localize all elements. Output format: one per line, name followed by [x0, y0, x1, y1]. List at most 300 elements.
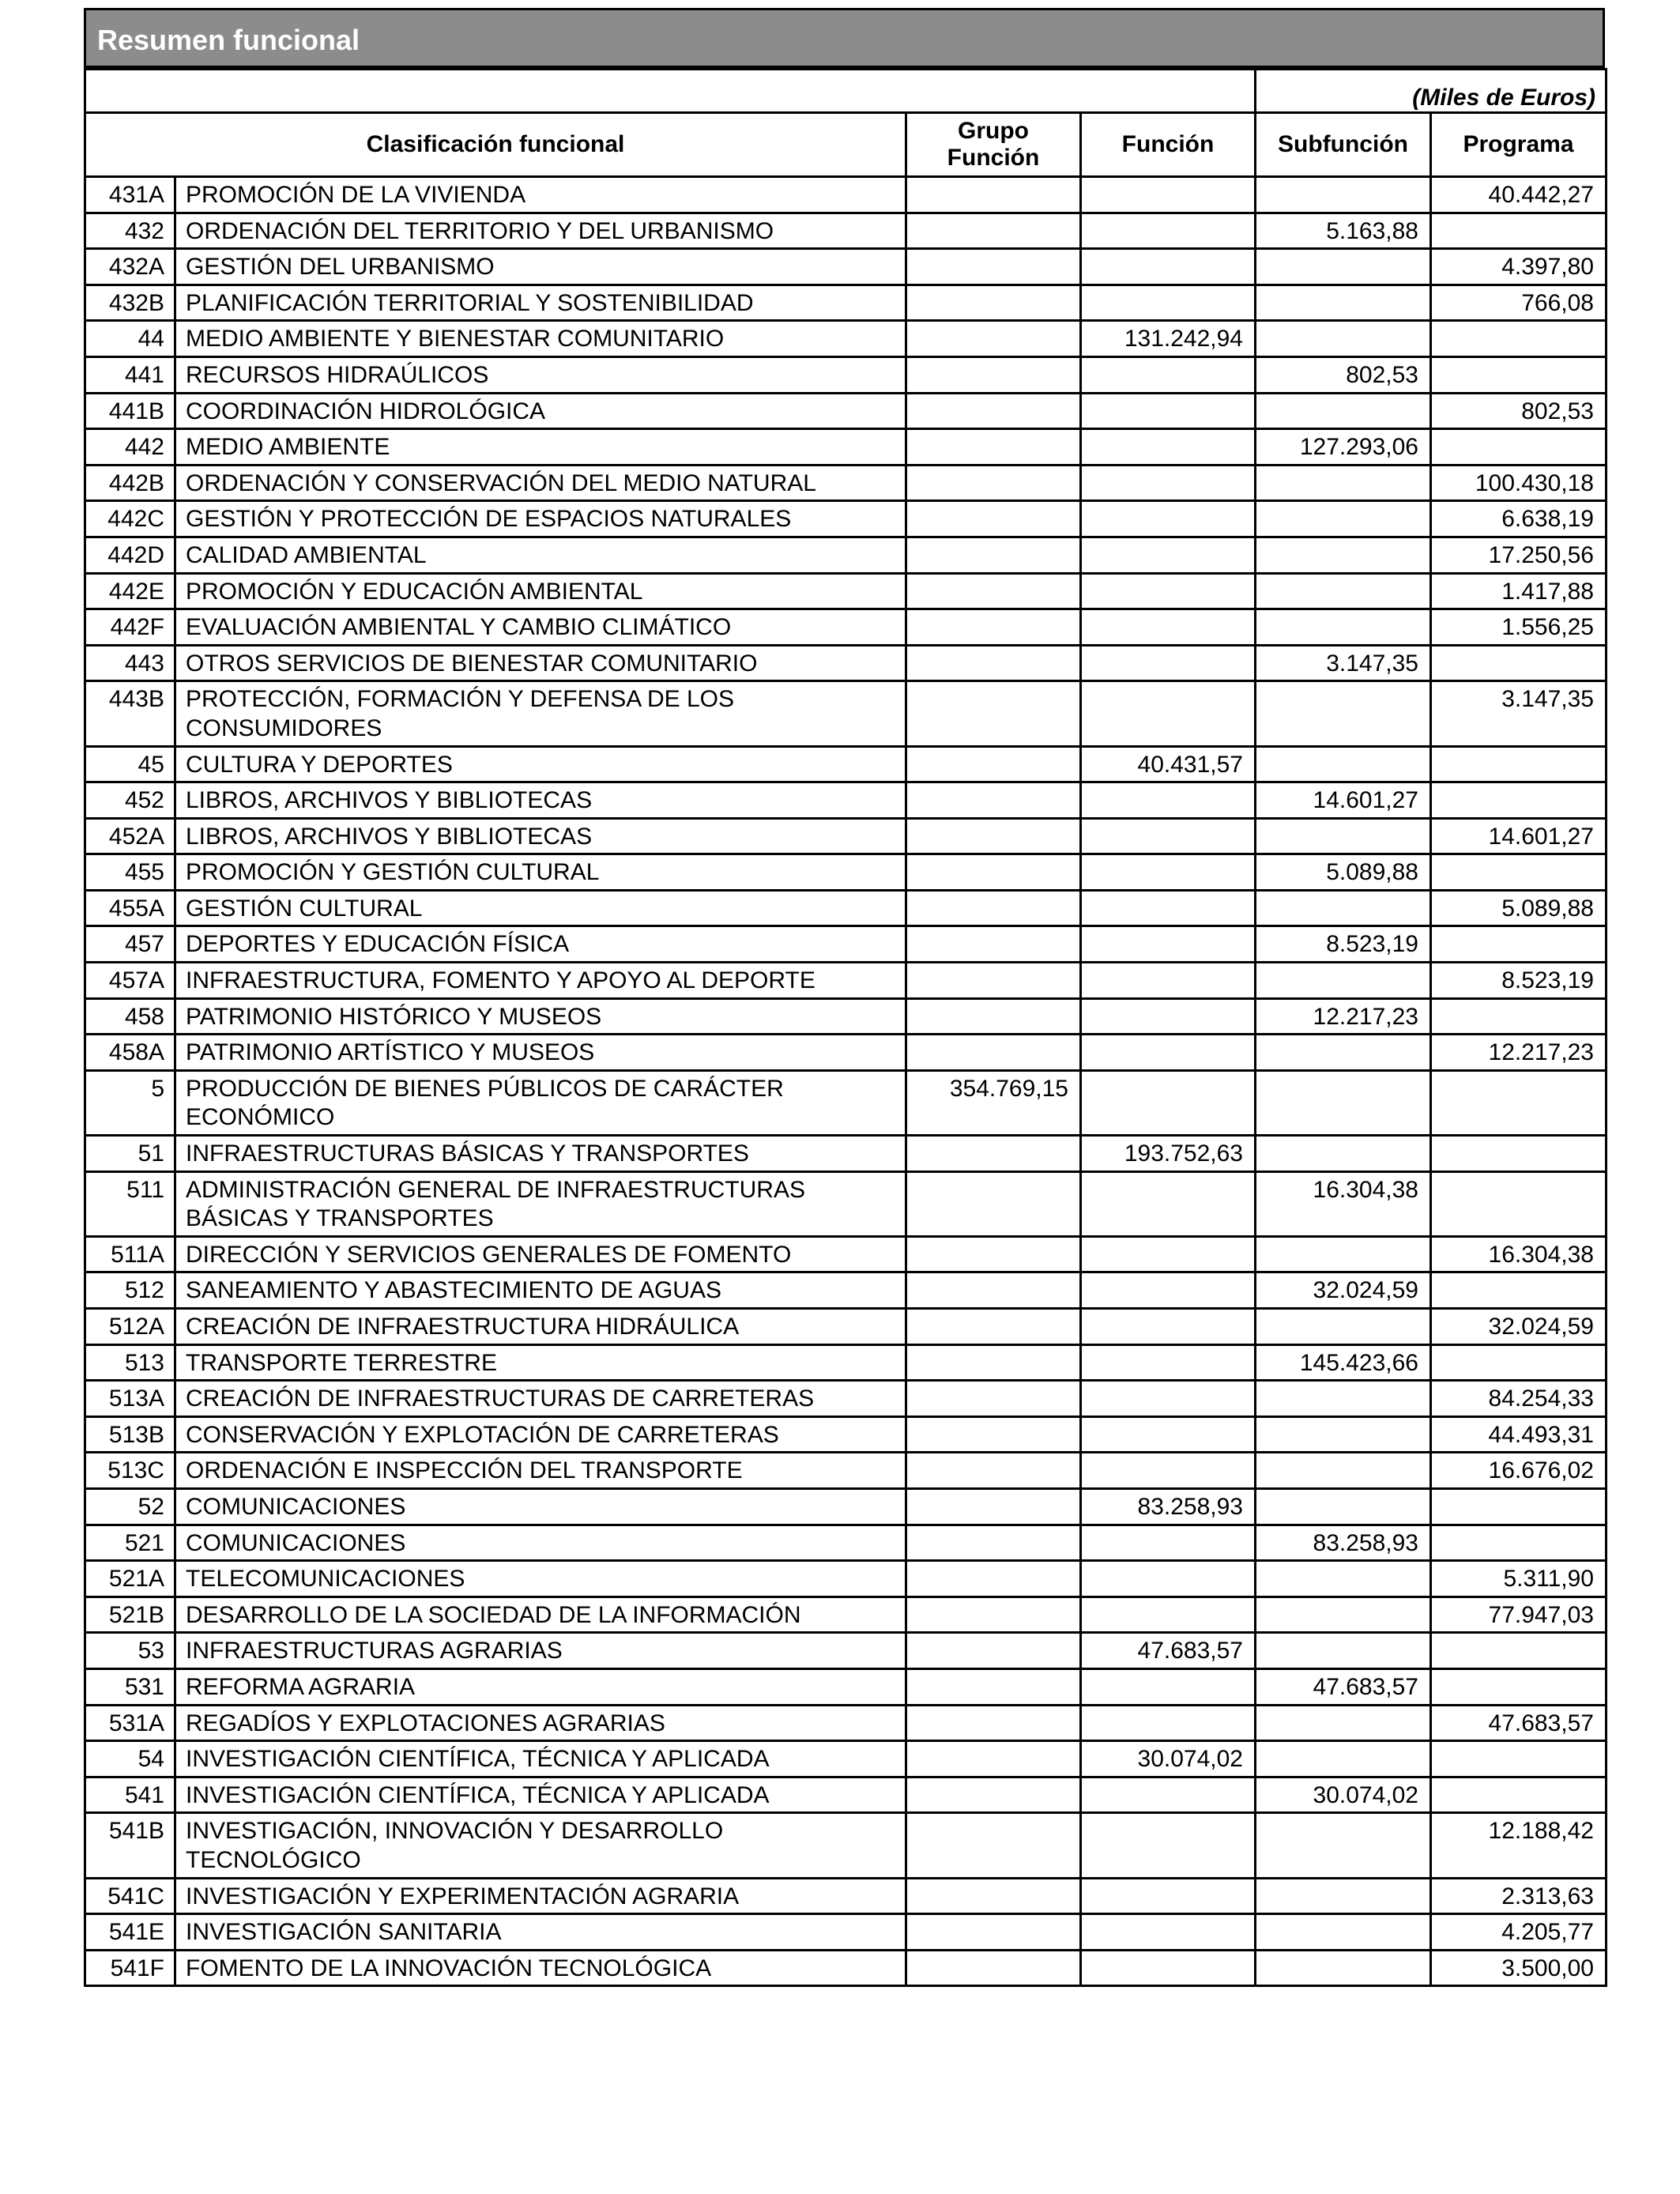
table-row [85, 213, 1607, 249]
row-name: GESTIÓN DEL URBANISMO [175, 249, 906, 285]
table-row [85, 537, 1607, 573]
row-code: 457 [85, 926, 175, 963]
row-funcion [1081, 1561, 1256, 1597]
row-funcion [1081, 645, 1256, 681]
table-row [85, 782, 1607, 819]
table-row [85, 1777, 1607, 1813]
row-subfuncion [1256, 465, 1431, 501]
row-grupo-funcion [906, 681, 1081, 746]
row-grupo-funcion [906, 1777, 1081, 1813]
table-row [85, 645, 1607, 681]
row-funcion [1081, 1171, 1256, 1236]
row-code: 52 [85, 1488, 175, 1525]
row-subfuncion [1256, 1813, 1431, 1878]
row-subfuncion: 16.304,38 [1256, 1171, 1431, 1236]
table-row [85, 321, 1607, 357]
row-funcion [1081, 177, 1256, 213]
header-programa: Programa [1431, 113, 1607, 177]
table-row [85, 1633, 1607, 1669]
table-row [85, 1741, 1607, 1777]
row-name: GESTIÓN Y PROTECCIÓN DE ESPACIOS NATURALES [175, 501, 906, 537]
row-grupo-funcion [906, 1878, 1081, 1914]
row-grupo-funcion [906, 1525, 1081, 1561]
row-funcion [1081, 854, 1256, 891]
row-funcion [1081, 1453, 1256, 1489]
row-name: PROMOCIÓN DE LA VIVIENDA [175, 177, 906, 213]
row-subfuncion [1256, 1453, 1431, 1489]
row-grupo-funcion [906, 1633, 1081, 1669]
row-grupo-funcion [906, 782, 1081, 819]
row-code: 512 [85, 1272, 175, 1309]
row-subfuncion [1256, 1878, 1431, 1914]
row-name: EVALUACIÓN AMBIENTAL Y CAMBIO CLIMÁTICO [175, 609, 906, 646]
row-programa [1431, 645, 1607, 681]
row-grupo-funcion [906, 890, 1081, 926]
row-subfuncion [1256, 681, 1431, 746]
row-code: 452A [85, 818, 175, 854]
row-programa: 16.304,38 [1431, 1236, 1607, 1272]
row-programa [1431, 1344, 1607, 1381]
table-row [85, 1381, 1607, 1417]
row-name: INVESTIGACIÓN, INNOVACIÓN Y DESARROLLO TECNOLÓGICO [175, 1813, 906, 1878]
table-row [85, 1488, 1607, 1525]
row-subfuncion [1256, 1561, 1431, 1597]
row-code: 431A [85, 177, 175, 213]
row-name: PATRIMONIO HISTÓRICO Y MUSEOS [175, 998, 906, 1035]
table-row [85, 1309, 1607, 1345]
row-name: INFRAESTRUCTURAS AGRARIAS [175, 1633, 906, 1669]
row-grupo-funcion [906, 746, 1081, 782]
row-programa: 766,08 [1431, 285, 1607, 321]
row-funcion [1081, 249, 1256, 285]
row-code: 442B [85, 465, 175, 501]
row-programa: 3.147,35 [1431, 681, 1607, 746]
row-funcion: 30.074,02 [1081, 1741, 1256, 1777]
row-funcion [1081, 1381, 1256, 1417]
row-grupo-funcion [906, 818, 1081, 854]
row-name: MEDIO AMBIENTE Y BIENESTAR COMUNITARIO [175, 321, 906, 357]
row-programa: 12.188,42 [1431, 1813, 1607, 1878]
units-label: (Miles de Euros) [1256, 70, 1607, 113]
row-programa: 14.601,27 [1431, 818, 1607, 854]
row-funcion: 47.683,57 [1081, 1633, 1256, 1669]
row-grupo-funcion [906, 213, 1081, 249]
row-subfuncion: 8.523,19 [1256, 926, 1431, 963]
header-row [85, 113, 1607, 177]
row-grupo-funcion [906, 356, 1081, 393]
row-subfuncion [1256, 1596, 1431, 1633]
row-funcion: 83.258,93 [1081, 1488, 1256, 1525]
row-grupo-funcion [906, 1741, 1081, 1777]
row-funcion [1081, 782, 1256, 819]
row-funcion [1081, 1705, 1256, 1741]
row-funcion: 131.242,94 [1081, 321, 1256, 357]
table-row [85, 465, 1607, 501]
row-name: COORDINACIÓN HIDROLÓGICA [175, 393, 906, 429]
row-subfuncion [1256, 746, 1431, 782]
row-programa [1431, 1668, 1607, 1705]
table-row [85, 1035, 1607, 1071]
row-name: INVESTIGACIÓN Y EXPERIMENTACIÓN AGRARIA [175, 1878, 906, 1914]
row-name: PLANIFICACIÓN TERRITORIAL Y SOSTENIBILIDAD [175, 285, 906, 321]
row-programa: 44.493,31 [1431, 1416, 1607, 1453]
row-funcion [1081, 681, 1256, 746]
row-grupo-funcion [906, 1668, 1081, 1705]
row-subfuncion: 47.683,57 [1256, 1668, 1431, 1705]
row-name: ADMINISTRACIÓN GENERAL DE INFRAESTRUCTURAS BÁSICAS Y TRANSPORTES [175, 1171, 906, 1236]
row-subfuncion [1256, 1416, 1431, 1453]
table-row [85, 681, 1607, 746]
document-frame [84, 8, 1605, 1987]
row-funcion [1081, 609, 1256, 646]
row-subfuncion: 5.089,88 [1256, 854, 1431, 891]
row-code: 513A [85, 1381, 175, 1417]
row-subfuncion [1256, 321, 1431, 357]
row-funcion [1081, 1813, 1256, 1878]
table-row [85, 890, 1607, 926]
row-subfuncion: 3.147,35 [1256, 645, 1431, 681]
row-code: 511A [85, 1236, 175, 1272]
row-grupo-funcion [906, 1416, 1081, 1453]
row-code: 521B [85, 1596, 175, 1633]
row-funcion [1081, 1035, 1256, 1071]
row-programa: 5.089,88 [1431, 890, 1607, 926]
table-row [85, 1705, 1607, 1741]
table-row [85, 926, 1607, 963]
row-funcion [1081, 573, 1256, 609]
row-programa [1431, 746, 1607, 782]
table-row [85, 501, 1607, 537]
row-subfuncion [1256, 1488, 1431, 1525]
row-grupo-funcion [906, 1171, 1081, 1236]
row-name: TELECOMUNICACIONES [175, 1561, 906, 1597]
row-grupo-funcion [906, 285, 1081, 321]
table-body [85, 177, 1607, 1986]
table-row [85, 1416, 1607, 1453]
table-row [85, 963, 1607, 999]
row-programa [1431, 782, 1607, 819]
table-row [85, 285, 1607, 321]
row-name: INVESTIGACIÓN CIENTÍFICA, TÉCNICA Y APLICADA [175, 1777, 906, 1813]
row-programa [1431, 1488, 1607, 1525]
row-grupo-funcion [906, 1236, 1081, 1272]
row-programa: 40.442,27 [1431, 177, 1607, 213]
row-name: PATRIMONIO ARTÍSTICO Y MUSEOS [175, 1035, 906, 1071]
row-code: 513B [85, 1416, 175, 1453]
section-title: Resumen funcional [84, 8, 1605, 68]
row-programa [1431, 1777, 1607, 1813]
row-name: PROTECCIÓN, FORMACIÓN Y DEFENSA DE LOS CONSUMIDORES [175, 681, 906, 746]
row-code: 443B [85, 681, 175, 746]
row-programa: 1.556,25 [1431, 609, 1607, 646]
row-name: INFRAESTRUCTURAS BÁSICAS Y TRANSPORTES [175, 1136, 906, 1172]
row-grupo-funcion [906, 1488, 1081, 1525]
row-subfuncion [1256, 537, 1431, 573]
table-row [85, 998, 1607, 1035]
table-row [85, 1272, 1607, 1309]
row-code: 521 [85, 1525, 175, 1561]
row-programa: 84.254,33 [1431, 1381, 1607, 1417]
table-row [85, 249, 1607, 285]
row-grupo-funcion [906, 1381, 1081, 1417]
row-funcion [1081, 285, 1256, 321]
row-subfuncion: 145.423,66 [1256, 1344, 1431, 1381]
table-row [85, 1344, 1607, 1381]
row-name: FOMENTO DE LA INNOVACIÓN TECNOLÓGICA [175, 1950, 906, 1986]
row-code: 541F [85, 1950, 175, 1986]
row-grupo-funcion [906, 998, 1081, 1035]
table-row [85, 1136, 1607, 1172]
row-grupo-funcion [906, 465, 1081, 501]
row-funcion: 193.752,63 [1081, 1136, 1256, 1172]
row-name: DEPORTES Y EDUCACIÓN FÍSICA [175, 926, 906, 963]
row-subfuncion: 12.217,23 [1256, 998, 1431, 1035]
row-name: LIBROS, ARCHIVOS Y BIBLIOTECAS [175, 818, 906, 854]
row-grupo-funcion [906, 1272, 1081, 1309]
row-code: 541E [85, 1914, 175, 1951]
table-row [85, 1878, 1607, 1914]
row-code: 513C [85, 1453, 175, 1489]
row-subfuncion [1256, 609, 1431, 646]
table-row [85, 177, 1607, 213]
units-row [85, 70, 1607, 113]
row-grupo-funcion [906, 393, 1081, 429]
table-row [85, 1668, 1607, 1705]
row-grupo-funcion [906, 1705, 1081, 1741]
row-code: 442E [85, 573, 175, 609]
row-name: RECURSOS HIDRAÚLICOS [175, 356, 906, 393]
row-grupo-funcion: 354.769,15 [906, 1070, 1081, 1135]
row-subfuncion: 802,53 [1256, 356, 1431, 393]
row-code: 458A [85, 1035, 175, 1071]
table-row [85, 818, 1607, 854]
row-code: 541B [85, 1813, 175, 1878]
row-programa: 12.217,23 [1431, 1035, 1607, 1071]
row-grupo-funcion [906, 854, 1081, 891]
row-name: REGADÍOS Y EXPLOTACIONES AGRARIAS [175, 1705, 906, 1741]
row-code: 441B [85, 393, 175, 429]
row-funcion [1081, 1236, 1256, 1272]
table-row [85, 1813, 1607, 1878]
table-row [85, 393, 1607, 429]
row-subfuncion [1256, 573, 1431, 609]
row-grupo-funcion [906, 1950, 1081, 1986]
row-grupo-funcion [906, 1035, 1081, 1071]
row-code: 5 [85, 1070, 175, 1135]
row-funcion [1081, 1309, 1256, 1345]
row-funcion [1081, 1272, 1256, 1309]
row-subfuncion: 5.163,88 [1256, 213, 1431, 249]
row-funcion [1081, 1878, 1256, 1914]
row-subfuncion [1256, 1914, 1431, 1951]
row-subfuncion [1256, 963, 1431, 999]
row-subfuncion [1256, 818, 1431, 854]
row-code: 432 [85, 213, 175, 249]
row-programa [1431, 356, 1607, 393]
row-code: 455 [85, 854, 175, 891]
row-code: 442 [85, 429, 175, 466]
row-subfuncion: 83.258,93 [1256, 1525, 1431, 1561]
row-funcion [1081, 393, 1256, 429]
row-grupo-funcion [906, 609, 1081, 646]
row-funcion [1081, 963, 1256, 999]
row-name: PROMOCIÓN Y EDUCACIÓN AMBIENTAL [175, 573, 906, 609]
row-funcion [1081, 926, 1256, 963]
row-programa: 16.676,02 [1431, 1453, 1607, 1489]
row-subfuncion: 30.074,02 [1256, 1777, 1431, 1813]
table-row [85, 1236, 1607, 1272]
row-grupo-funcion [906, 926, 1081, 963]
row-grupo-funcion [906, 1136, 1081, 1172]
row-name: CONSERVACIÓN Y EXPLOTACIÓN DE CARRETERAS [175, 1416, 906, 1453]
row-code: 44 [85, 321, 175, 357]
row-name: GESTIÓN CULTURAL [175, 890, 906, 926]
row-grupo-funcion [906, 963, 1081, 999]
row-code: 512A [85, 1309, 175, 1345]
row-funcion: 40.431,57 [1081, 746, 1256, 782]
row-name: INVESTIGACIÓN SANITARIA [175, 1914, 906, 1951]
row-code: 442D [85, 537, 175, 573]
row-funcion [1081, 1070, 1256, 1135]
row-programa [1431, 854, 1607, 891]
row-code: 455A [85, 890, 175, 926]
row-name: DIRECCIÓN Y SERVICIOS GENERALES DE FOMENTO [175, 1236, 906, 1272]
row-subfuncion [1256, 393, 1431, 429]
row-subfuncion [1256, 890, 1431, 926]
row-subfuncion [1256, 1309, 1431, 1345]
row-name: ORDENACIÓN Y CONSERVACIÓN DEL MEDIO NATURAL [175, 465, 906, 501]
row-grupo-funcion [906, 1813, 1081, 1878]
row-subfuncion: 127.293,06 [1256, 429, 1431, 466]
row-funcion [1081, 818, 1256, 854]
row-code: 53 [85, 1633, 175, 1669]
row-programa: 4.397,80 [1431, 249, 1607, 285]
row-code: 541 [85, 1777, 175, 1813]
row-programa [1431, 321, 1607, 357]
row-programa: 5.311,90 [1431, 1561, 1607, 1597]
header-clasificacion: Clasificación funcional [85, 113, 906, 177]
row-grupo-funcion [906, 321, 1081, 357]
row-programa [1431, 1272, 1607, 1309]
row-programa: 100.430,18 [1431, 465, 1607, 501]
row-name: MEDIO AMBIENTE [175, 429, 906, 466]
row-funcion [1081, 213, 1256, 249]
row-grupo-funcion [906, 501, 1081, 537]
row-code: 54 [85, 1741, 175, 1777]
row-name: LIBROS, ARCHIVOS Y BIBLIOTECAS [175, 782, 906, 819]
row-funcion [1081, 998, 1256, 1035]
row-subfuncion [1256, 501, 1431, 537]
row-name: OTROS SERVICIOS DE BIENESTAR COMUNITARIO [175, 645, 906, 681]
row-programa: 4.205,77 [1431, 1914, 1607, 1951]
row-programa [1431, 1070, 1607, 1135]
row-programa [1431, 998, 1607, 1035]
row-subfuncion: 32.024,59 [1256, 1272, 1431, 1309]
functional-summary-table [84, 68, 1607, 1987]
row-code: 51 [85, 1136, 175, 1172]
table-row [85, 746, 1607, 782]
row-funcion [1081, 1596, 1256, 1633]
row-grupo-funcion [906, 1309, 1081, 1345]
row-name: CULTURA Y DEPORTES [175, 746, 906, 782]
row-grupo-funcion [906, 1596, 1081, 1633]
table-row [85, 1070, 1607, 1135]
row-programa [1431, 1633, 1607, 1669]
table-row [85, 429, 1607, 466]
row-code: 541C [85, 1878, 175, 1914]
row-programa: 6.638,19 [1431, 501, 1607, 537]
row-name: INVESTIGACIÓN CIENTÍFICA, TÉCNICA Y APLICADA [175, 1741, 906, 1777]
row-funcion [1081, 1416, 1256, 1453]
table-row [85, 609, 1607, 646]
row-grupo-funcion [906, 1453, 1081, 1489]
table-row [85, 356, 1607, 393]
row-grupo-funcion [906, 249, 1081, 285]
row-code: 458 [85, 998, 175, 1035]
row-subfuncion [1256, 1381, 1431, 1417]
table-row [85, 1561, 1607, 1597]
row-programa [1431, 926, 1607, 963]
row-grupo-funcion [906, 1561, 1081, 1597]
row-name: ORDENACIÓN E INSPECCIÓN DEL TRANSPORTE [175, 1453, 906, 1489]
row-programa: 1.417,88 [1431, 573, 1607, 609]
row-code: 457A [85, 963, 175, 999]
table-row [85, 1525, 1607, 1561]
row-subfuncion [1256, 1035, 1431, 1071]
row-grupo-funcion [906, 1344, 1081, 1381]
row-funcion [1081, 1668, 1256, 1705]
table-row [85, 854, 1607, 891]
row-funcion [1081, 356, 1256, 393]
row-subfuncion [1256, 1950, 1431, 1986]
row-code: 441 [85, 356, 175, 393]
row-name: CREACIÓN DE INFRAESTRUCTURA HIDRÁULICA [175, 1309, 906, 1345]
row-subfuncion [1256, 177, 1431, 213]
row-funcion [1081, 429, 1256, 466]
row-code: 513 [85, 1344, 175, 1381]
row-funcion [1081, 537, 1256, 573]
row-code: 443 [85, 645, 175, 681]
row-name: ORDENACIÓN DEL TERRITORIO Y DEL URBANISMO [175, 213, 906, 249]
row-name: TRANSPORTE TERRESTRE [175, 1344, 906, 1381]
row-programa: 3.500,00 [1431, 1950, 1607, 1986]
header-subfuncion: Subfunción [1256, 113, 1431, 177]
row-grupo-funcion [906, 1914, 1081, 1951]
row-name: PRODUCCIÓN DE BIENES PÚBLICOS DE CARÁCTER ECONÓMICO [175, 1070, 906, 1135]
row-code: 432B [85, 285, 175, 321]
row-code: 45 [85, 746, 175, 782]
row-funcion [1081, 890, 1256, 926]
row-name: PROMOCIÓN Y GESTIÓN CULTURAL [175, 854, 906, 891]
table-row [85, 1914, 1607, 1951]
row-name: INFRAESTRUCTURA, FOMENTO Y APOYO AL DEPORTE [175, 963, 906, 999]
row-subfuncion [1256, 1136, 1431, 1172]
row-funcion [1081, 1525, 1256, 1561]
row-programa [1431, 1171, 1607, 1236]
table-row [85, 573, 1607, 609]
row-code: 521A [85, 1561, 175, 1597]
row-grupo-funcion [906, 537, 1081, 573]
table-row [85, 1453, 1607, 1489]
row-code: 531A [85, 1705, 175, 1741]
row-programa [1431, 1741, 1607, 1777]
row-subfuncion [1256, 285, 1431, 321]
row-grupo-funcion [906, 177, 1081, 213]
row-programa: 17.250,56 [1431, 537, 1607, 573]
row-name: DESARROLLO DE LA SOCIEDAD DE LA INFORMACIÓN [175, 1596, 906, 1633]
row-programa: 802,53 [1431, 393, 1607, 429]
row-name: COMUNICACIONES [175, 1488, 906, 1525]
